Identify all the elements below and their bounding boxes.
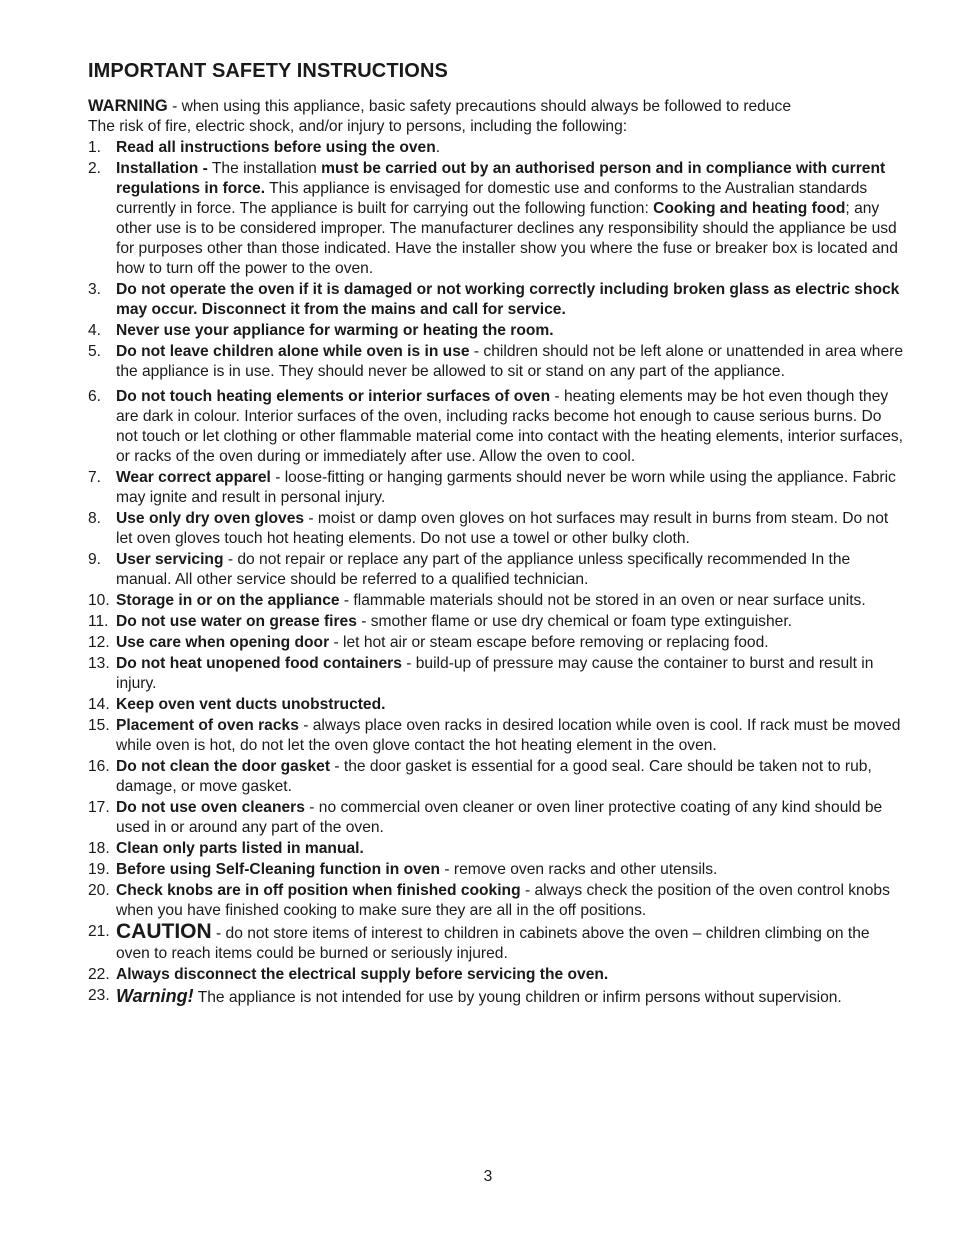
item-text: - heating elements may be hot even though they are dark in colour. Interior surfaces of the oven, including racks become hot enough to cause serious burns. Do not touch or let clothing or other flammable material come into contact with the heating elements, interior surfaces, or racks of the oven during or immediately after use. Allow the oven to cool. [116, 388, 904, 465]
list-item [88, 633, 903, 653]
item-number: 17. [88, 799, 110, 816]
item-number: 18. [88, 840, 110, 857]
list-item [88, 881, 903, 921]
list-item [88, 986, 903, 1008]
item-text: - smother flame or use dry chemical or foam type extinguisher. [356, 613, 792, 630]
item-lead: Do not touch heating elements or interior surfaces of oven [116, 388, 551, 405]
page-title: IMPORTANT SAFETY INSTRUCTIONS [88, 60, 448, 82]
item-lead: Do not operate the oven if it is damaged or not working correctly including broken glass as electric shock may occur. Disconnect it from the mains and call for service. [116, 281, 900, 318]
item-lead: Keep oven vent ducts unobstructed. [116, 696, 386, 713]
item-number: 16. [88, 758, 110, 775]
item-number: 14. [88, 696, 110, 713]
list-item [88, 612, 903, 632]
item-text: - loose-fitting or hanging garments should never be worn while using the appliance. Fabric may ignite and result in personal injury. [116, 469, 896, 506]
item-text: The installation [207, 160, 322, 177]
item-text: - do not store items of interest to children in cabinets above the oven – children climbing on the oven to reach items could be burned or seriously injured. [116, 925, 870, 962]
item-number: 6. [88, 388, 102, 405]
item-lead: Use care when opening door [116, 634, 330, 651]
item-lead: Do not use water on grease fires [116, 613, 357, 630]
list-item [88, 342, 903, 382]
item-text: . [435, 139, 441, 156]
page-number: 3 [483, 1168, 493, 1185]
item-number: 20. [88, 882, 110, 899]
item-lead: Use only dry oven gloves [116, 510, 305, 527]
item-lead: Wear correct apparel [116, 469, 271, 486]
list-item [88, 860, 903, 880]
item-text: ; any other use is to be considered improper. The manufacturer declines any responsibility should the appliance be usd for purposes other than those indicated. Have the installer show you where the fuse or breaker box is located and how to turn off the power to the oven. [116, 200, 898, 277]
item-number: 3. [88, 281, 102, 298]
item-lead: User servicing [116, 551, 224, 568]
list-item [88, 509, 903, 549]
safety-instructions-page [88, 60, 903, 1009]
warning-label: Warning! [116, 986, 194, 1006]
item-lead: Do not use oven cleaners [116, 799, 305, 816]
item-lead: Read all instructions before using the oven [116, 139, 436, 156]
list-item [88, 280, 903, 320]
item-number: 22. [88, 966, 110, 983]
item-lead: Do not heat unopened food containers [116, 655, 402, 672]
list-item [88, 798, 903, 838]
list-item [88, 654, 903, 694]
item-text: - children should not be left alone or unattended in area where the appliance is in use. They should never be allowed to sit or stand on any part of the appliance. [116, 343, 904, 380]
item-lead: Clean only parts listed in manual. [116, 840, 364, 857]
item-text: The appliance is not intended for use by young children or infirm persons without supervision. [193, 989, 842, 1006]
item-lead: Before using Self-Cleaning function in oven [116, 861, 441, 878]
item-number: 11. [88, 613, 109, 630]
list-item [88, 138, 903, 158]
warning-intro-line1: - when using this appliance, basic safety precautions should always be followed to reduce [167, 98, 791, 115]
warning-label: WARNING [88, 97, 168, 115]
item-text: - always check the position of the oven control knobs when you have finished cooking to make sure they are all in the off positions. [116, 882, 890, 919]
item-number: 12. [88, 634, 110, 651]
item-lead: Check knobs are in off position when finished cooking [116, 882, 521, 899]
item-number: 10. [88, 592, 110, 609]
instruction-list [88, 138, 903, 1008]
item-number: 23. [88, 987, 110, 1004]
warning-intro [88, 96, 903, 137]
item-lead: Always disconnect the electrical supply before servicing the oven. [116, 966, 609, 983]
item-number: 7. [88, 469, 102, 486]
item-lead: Placement of oven racks [116, 717, 299, 734]
item-number: 19. [88, 861, 110, 878]
item-number: 13. [88, 655, 110, 672]
list-item [88, 757, 903, 797]
item-number: 21. [88, 923, 110, 940]
list-item [88, 468, 903, 508]
item-text: - always place oven racks in desired location while oven is cool. If rack must be moved while oven is hot, do not let the oven glove contact the hot heating element in the oven. [116, 717, 901, 754]
list-item [88, 695, 903, 715]
item-number: 2. [88, 160, 102, 177]
item-text: - the door gasket is essential for a good seal. Care should be taken not to rub, damage, or move gasket. [116, 758, 872, 795]
item-lead: Never use your appliance for warming or heating the room. [116, 322, 554, 339]
list-item [88, 591, 903, 611]
item-number: 9. [88, 551, 102, 568]
item-text: - flammable materials should not be stored in an oven or near surface units. [339, 592, 866, 609]
list-item [88, 922, 903, 964]
item-number: 5. [88, 343, 102, 360]
warning-intro-line2: The risk of fire, electric shock, and/or injury to persons, including the following: [88, 118, 628, 135]
list-item [88, 550, 903, 590]
list-item [88, 716, 903, 756]
item-text: - remove oven racks and other utensils. [440, 861, 718, 878]
list-item [88, 839, 903, 859]
list-item [88, 159, 903, 279]
item-text: - moist or damp oven gloves on hot surfaces may result in burns from steam. Do not let oven gloves touch hot heating elements. Do not use a towel or other bulky cloth. [116, 510, 889, 547]
item-lead: Storage in or on the appliance [116, 592, 340, 609]
item-number: 4. [88, 322, 102, 339]
list-item [88, 387, 903, 467]
item-text: - no commercial oven cleaner or oven liner protective coating of any kind should be used in or around any part of the oven. [116, 799, 883, 836]
item-number: 1. [88, 139, 102, 156]
item-lead: Cooking and heating food [653, 200, 846, 217]
item-text: This appliance is envisaged for domestic use and conforms to the Australian standards currently in force. The appliance is built for carrying out the following function: [116, 180, 868, 217]
item-lead: must be carried out by an authorised person and in compliance with current regulations in force. [116, 160, 886, 197]
list-item [88, 965, 903, 985]
item-text: - let hot air or steam escape before removing or replacing food. [329, 634, 769, 651]
list-item [88, 321, 903, 341]
item-lead: Installation - [116, 160, 208, 177]
item-number: 8. [88, 510, 102, 527]
item-lead: Do not clean the door gasket [116, 758, 331, 775]
item-lead: Do not leave children alone while oven is in use [116, 343, 470, 360]
item-text: - do not repair or replace any part of the appliance unless specifically recommended In the manual. All other service should be referred to a qualified technician. [116, 551, 851, 588]
caution-label: CAUTION [116, 920, 212, 943]
item-text: - build-up of pressure may cause the container to burst and result in injury. [116, 655, 874, 692]
item-number: 15. [88, 717, 110, 734]
